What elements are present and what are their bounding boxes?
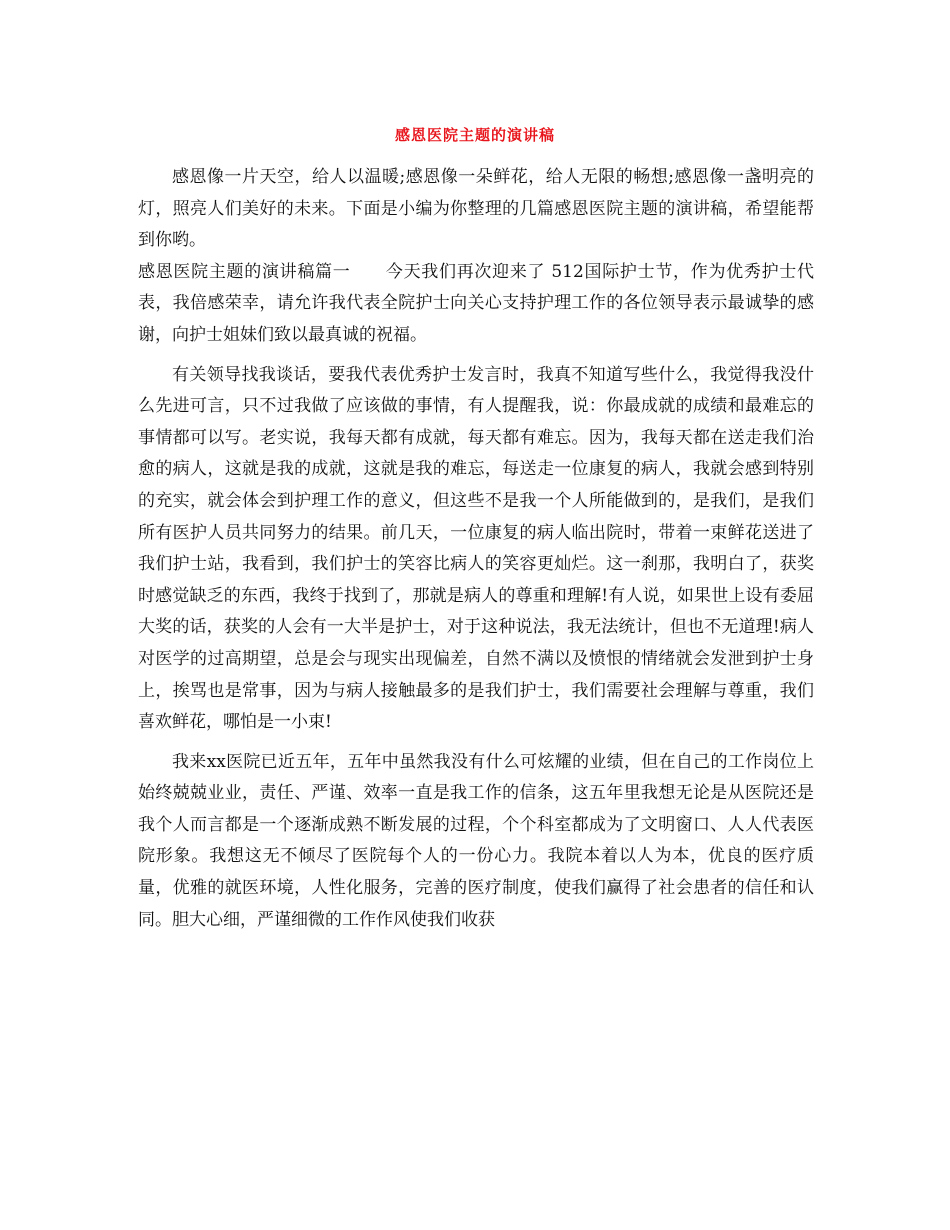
speech-one-opening-paragraph: 感恩医院主题的演讲稿篇一 今天我们再次迎来了 512国际护士节，作为优秀护士代表，我倍感荣幸，请允许我代表全院护士向关心支持护理工作的各位领导表示最诚挚的感谢，向护士姐妹们致以最真诚的祝福。 <box>138 261 814 345</box>
document-body <box>138 162 814 936</box>
paragraph-spacer <box>138 352 814 360</box>
paragraph-spacer <box>138 739 814 747</box>
body-paragraph: 有关领导找我谈话，要我代表优秀护士发言时，我真不知道写些什么，我觉得我没什么先进可言，只不过我做了应该做的事情，有人提醒我，说：你最成就的成绩和最难忘的事情都可以写。老实说，我每天都有成就，每天都有难忘。因为，我每天都在送走我们治愈的病人，这就是我的成就，这就是我的难忘，每送走一位康复的病人，我就会感到特别的充实，就会体会到护理工作的意义，但这些不是我一个人所能做到的，是我们，是我们所有医护人员共同努力的结果。前几天，一位康复的病人临出院时，带着一束鲜花送进了我们护士站，我看到，我们护士的笑容比病人的笑容更灿烂。这一刹那，我明白了，获奖时感觉缺乏的东西，我终于找到了，那就是病人的尊重和理解!有人说，如果世上设有委屈大奖的话，获奖的人会有一大半是护士，对于这种说法，我无法统计，但也不无道理!病人对医学的过高期望，总是会与现实出现偏差，自然不满以及愤恨的情绪就会发泄到护士身上，挨骂也是常事，因为与病人接触最多的是我们护士，我们需要社会理解与尊重，我们喜欢鲜花，哪怕是一小束! <box>138 364 814 733</box>
document-title: 感恩医院主题的演讲稿 <box>394 126 555 144</box>
body-paragraph: 我来xx医院已近五年，五年中虽然我没有什么可炫耀的业绩，但在自己的工作岗位上始终兢兢业业，责任、严谨、效率一直是我工作的信条，这五年里我想无论是从医院还是我个人而言都是一个逐渐成熟不断发展的过程，个个科室都成为了文明窗口、人人代表医院形象。我想这无不倾尽了医院每个人的一份心力。我院本着以人为本，优良的医疗质量，优雅的就医环境，人性化服务，完善的医疗制度，使我们赢得了社会患者的信任和认同。胆大心细，严谨细微的工作作风使我们收获 <box>138 751 814 930</box>
intro-paragraph: 感恩像一片天空，给人以温暖;感恩像一朵鲜花，给人无限的畅想;感恩像一盏明亮的灯，照亮人们美好的未来。下面是小编为你整理的几篇感恩医院主题的演讲稿，希望能帮到你哟。 <box>138 167 814 251</box>
